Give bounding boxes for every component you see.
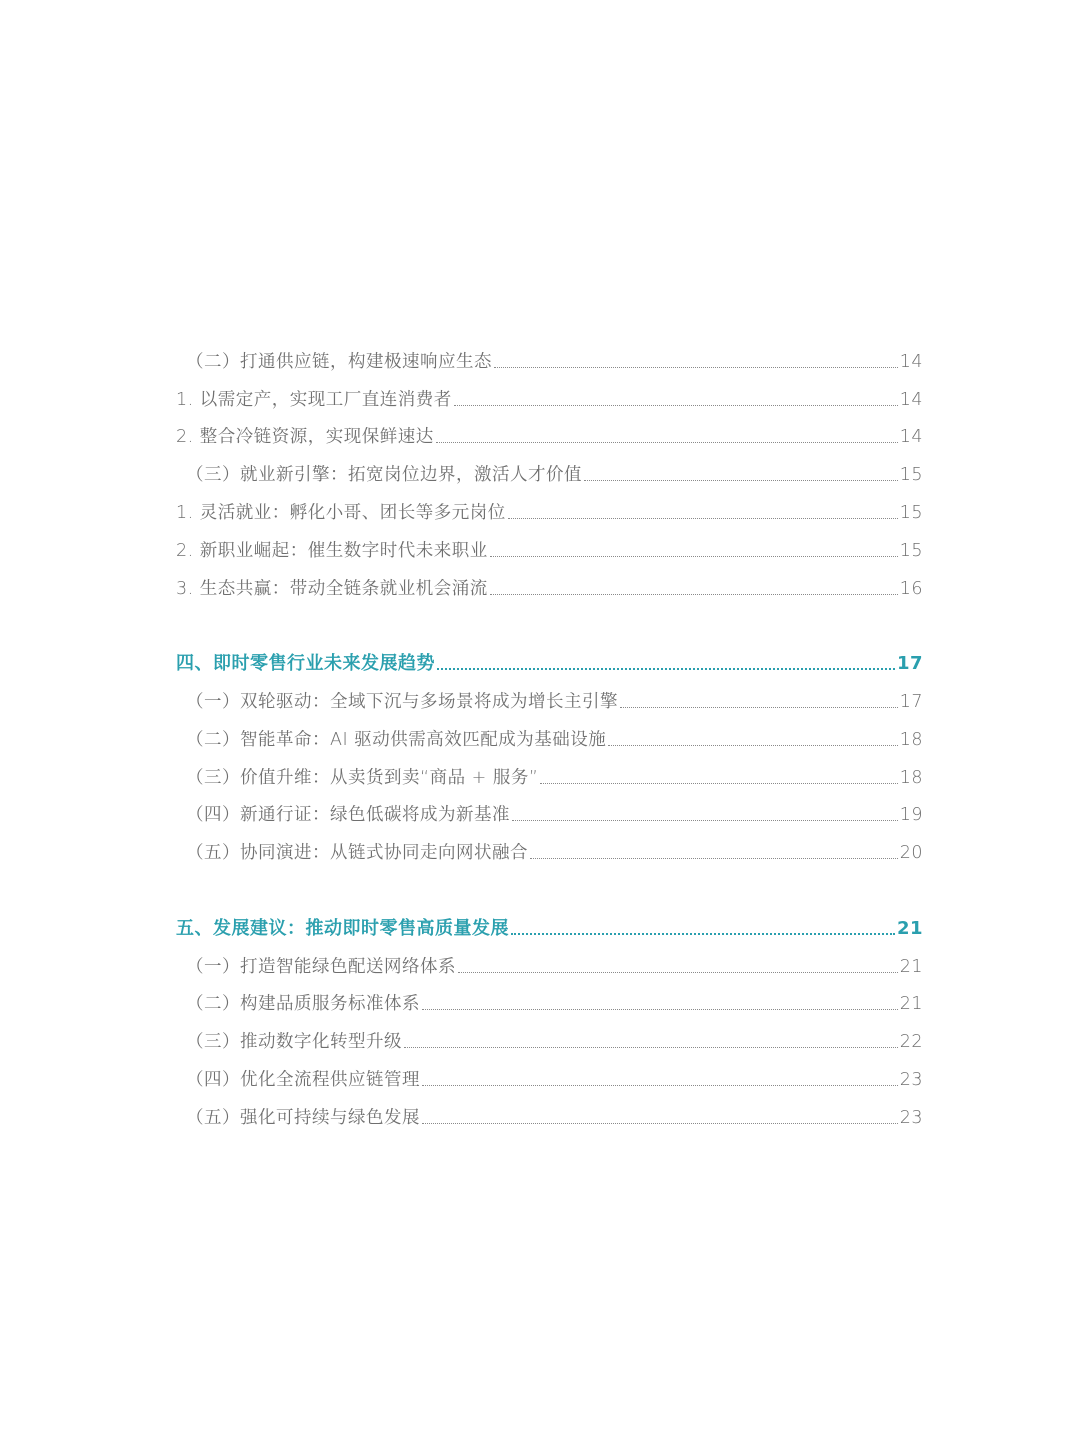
toc-entry[interactable] xyxy=(176,1094,923,1132)
toc-leader-dots xyxy=(490,556,898,557)
toc-entry[interactable] xyxy=(176,981,923,1019)
toc-entry-page: 23 xyxy=(899,1069,923,1090)
toc-entry-page: 22 xyxy=(899,1032,923,1053)
toc-entry-title: 2. 整合冷链资源，实现保鲜速达 xyxy=(176,427,434,448)
toc-entry[interactable] xyxy=(176,338,923,376)
toc-entry-title: （三）就业新引擎：拓宽岗位边界，激活人才价值 xyxy=(186,465,582,486)
toc-entry[interactable] xyxy=(176,451,923,489)
toc-entry[interactable] xyxy=(176,792,923,830)
toc-entry-page: 18 xyxy=(899,767,923,788)
toc-entry-title: （二）构建品质服务标准体系 xyxy=(186,994,420,1015)
toc-entry-page: 14 xyxy=(899,351,923,372)
toc-entry-title: （一）双轮驱动：全域下沉与多场景将成为增长主引擎 xyxy=(186,691,618,712)
toc-entry-title: 2. 新职业崛起：催生数字时代未来职业 xyxy=(176,540,488,561)
toc-chapter-heading[interactable] xyxy=(176,905,923,943)
toc-leader-dots xyxy=(608,745,898,746)
toc-chapter-page: 17 xyxy=(896,653,923,675)
toc-entry-page: 18 xyxy=(899,729,923,750)
toc-entry-title: （三）推动数字化转型升级 xyxy=(186,1032,402,1053)
toc-entry[interactable] xyxy=(176,1056,923,1094)
toc-chapter-title: 四、即时零售行业未来发展趋势 xyxy=(176,653,435,675)
toc-entry-title: （三）价值升维：从卖货到卖“商品 + 服务” xyxy=(186,767,539,788)
toc-leader-dots xyxy=(454,405,898,406)
toc-entry[interactable] xyxy=(176,376,923,414)
toc-entry[interactable] xyxy=(176,754,923,792)
toc-entry-page: 16 xyxy=(899,578,923,599)
toc-leader-dots xyxy=(404,1047,898,1048)
toc-entry[interactable] xyxy=(176,489,923,527)
toc-entry[interactable] xyxy=(176,414,923,452)
toc-leader-dots xyxy=(512,820,898,821)
toc-entry-title: （二）智能革命：AI 驱动供需高效匹配成为基础设施 xyxy=(186,729,607,750)
toc-entry-title: （四）优化全流程供应链管理 xyxy=(186,1069,420,1090)
toc-entry-page: 23 xyxy=(899,1107,923,1128)
toc-entry[interactable] xyxy=(176,565,923,603)
toc-entry-title: 1. 以需定产，实现工厂直连消费者 xyxy=(176,389,452,410)
toc-entry-title: （五）协同演进：从链式协同走向网状融合 xyxy=(186,843,528,864)
toc-entry[interactable] xyxy=(176,527,923,565)
toc-leader-dots xyxy=(437,668,895,670)
section-spacer xyxy=(176,867,923,905)
toc-entry[interactable] xyxy=(176,829,923,867)
toc-leader-dots xyxy=(436,442,898,443)
toc-entry[interactable] xyxy=(176,678,923,716)
toc-chapter-heading[interactable] xyxy=(176,640,923,678)
toc-entry-page: 14 xyxy=(899,389,923,410)
table-of-contents xyxy=(176,338,923,1132)
section-spacer xyxy=(176,603,923,641)
toc-entry-page: 15 xyxy=(899,465,923,486)
toc-leader-dots xyxy=(494,367,898,368)
toc-leader-dots xyxy=(530,858,898,859)
toc-chapter-page: 21 xyxy=(896,917,923,939)
toc-leader-dots xyxy=(511,933,895,935)
toc-entry-page: 19 xyxy=(899,805,923,826)
toc-entry-page: 21 xyxy=(899,956,923,977)
toc-entry-page: 15 xyxy=(899,502,923,523)
toc-entry[interactable] xyxy=(176,1018,923,1056)
toc-entry-title: （五）强化可持续与绿色发展 xyxy=(186,1107,420,1128)
toc-leader-dots xyxy=(508,518,898,519)
toc-leader-dots xyxy=(540,783,897,784)
toc-entry[interactable] xyxy=(176,716,923,754)
toc-entry-page: 21 xyxy=(899,994,923,1015)
toc-leader-dots xyxy=(422,1123,898,1124)
toc-entry-page: 17 xyxy=(899,691,923,712)
toc-entry-title: （四）新通行证：绿色低碳将成为新基准 xyxy=(186,805,510,826)
toc-entry-page: 14 xyxy=(899,427,923,448)
toc-leader-dots xyxy=(490,594,898,595)
toc-entry-page: 15 xyxy=(899,540,923,561)
toc-entry-title: （二）打通供应链，构建极速响应生态 xyxy=(186,351,492,372)
toc-entry-title: 1. 灵活就业：孵化小哥、团长等多元岗位 xyxy=(176,502,506,523)
toc-leader-dots xyxy=(584,480,898,481)
toc-entry[interactable] xyxy=(176,943,923,981)
toc-entry-page: 20 xyxy=(899,843,923,864)
toc-chapter-title: 五、发展建议：推动即时零售高质量发展 xyxy=(176,917,509,939)
toc-entry-title: （一）打造智能绿色配送网络体系 xyxy=(186,956,456,977)
toc-leader-dots xyxy=(458,972,898,973)
toc-entry-title: 3. 生态共赢：带动全链条就业机会涌流 xyxy=(176,578,488,599)
toc-leader-dots xyxy=(620,707,898,708)
toc-leader-dots xyxy=(422,1009,898,1010)
toc-leader-dots xyxy=(422,1085,898,1086)
